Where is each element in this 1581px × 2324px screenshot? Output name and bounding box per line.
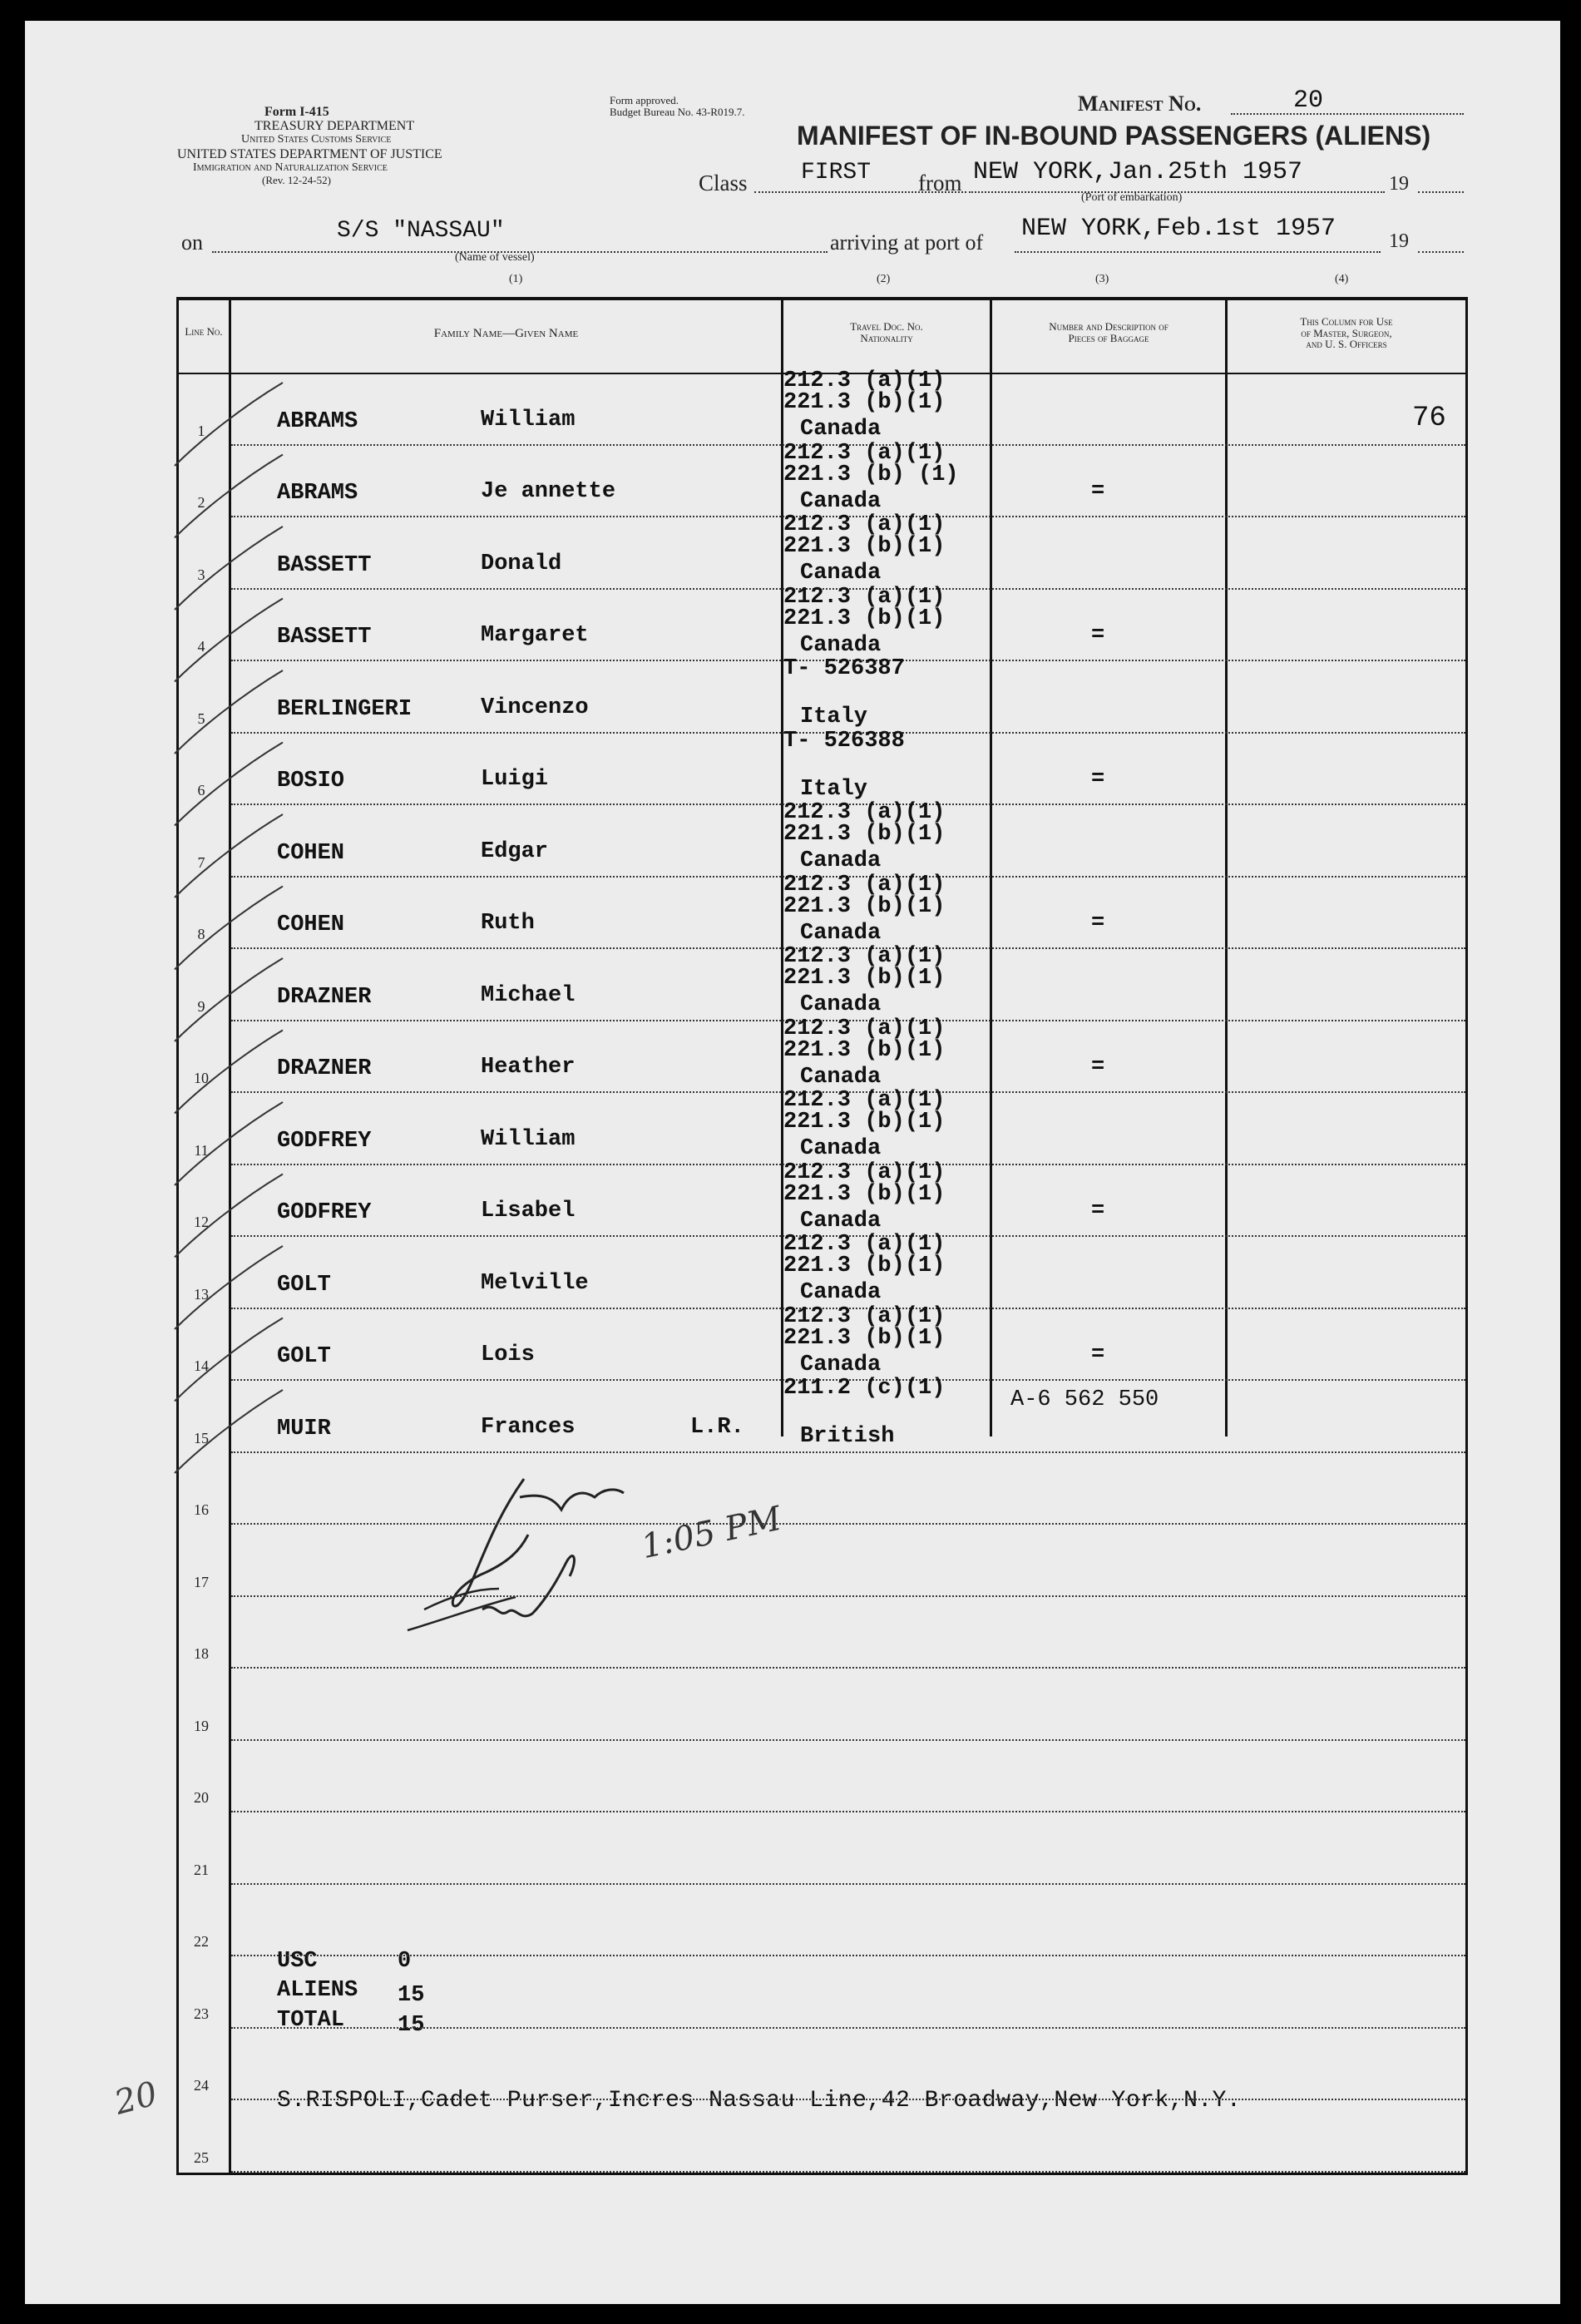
check-mark-icon	[175, 527, 283, 610]
line-number: 4	[197, 638, 205, 655]
column-number-4: (4)	[1335, 273, 1349, 285]
baggage: =	[1091, 1199, 1105, 1224]
travel-doc-line-1: 212.3 (a)(1)	[783, 1303, 946, 1329]
line-number: 12	[194, 1214, 209, 1230]
form-number: Form I-415	[264, 105, 329, 119]
line-number: 13	[194, 1285, 209, 1303]
port-of-arrival-value: NEW YORK,Feb.1st 1957	[1021, 215, 1336, 243]
port-of-embarkation-caption: (Port of embarkation)	[1081, 191, 1183, 204]
manifest-title: MANIFEST OF IN-BOUND PASSENGERS (ALIENS)	[797, 121, 1431, 151]
check-mark-icon	[175, 599, 283, 682]
check-mark-icon	[175, 1246, 283, 1329]
form-approved: Form approved.	[610, 94, 679, 106]
line-number: 6	[197, 782, 205, 799]
baggage: =	[1091, 767, 1105, 792]
ins-service: Immigration and Naturalization Service	[193, 161, 388, 174]
row-rule	[231, 2099, 1465, 2100]
total-value: 15	[398, 2013, 425, 2038]
row-rule	[231, 2027, 1465, 2029]
travel-doc-line-1: T- 526387	[783, 656, 905, 681]
form-revision: (Rev. 12-24-52)	[262, 174, 331, 186]
travel-doc-line-2: 221.3 (b) (1)	[783, 462, 959, 487]
travel-doc-line-2: 221.3 (b)(1)	[783, 1110, 946, 1135]
line-no-heading: Line No.	[185, 325, 223, 338]
line-number: 11	[194, 1141, 209, 1159]
travel-doc-line-2: 221.3 (b)(1)	[783, 1325, 946, 1351]
travel-doc-line-1: 212.3 (a)(1)	[783, 944, 946, 969]
line-number: 3	[197, 566, 205, 583]
baggage: =	[1091, 1342, 1105, 1367]
check-mark-icon	[175, 958, 283, 1041]
line-number: 15	[194, 1429, 209, 1446]
check-mark-icon	[175, 1102, 283, 1185]
family-name: ABRAMS	[277, 408, 358, 434]
line-number: 2	[197, 494, 205, 511]
family-name: ABRAMS	[277, 481, 358, 506]
baggage: =	[1091, 1055, 1105, 1080]
row-rule	[231, 1451, 1465, 1453]
budget-bureau-number: Budget Bureau No. 43-R019.7.	[610, 106, 745, 118]
travel-doc-line-1: T- 526388	[783, 728, 905, 754]
port-of-embarkation-value: NEW YORK,Jan.25th 1957	[973, 158, 1303, 186]
manifest-no-value: 20	[1293, 87, 1324, 115]
travel-doc-line-1: 212.3 (a)(1)	[783, 1088, 946, 1113]
handwritten-signature	[374, 1464, 807, 1655]
travel-doc-line-2: 221.3 (b)(1)	[783, 1037, 946, 1063]
check-mark-icon	[175, 1318, 283, 1402]
baggage-label-2: Pieces of Baggage	[1068, 331, 1149, 344]
line-number: 5	[197, 710, 205, 727]
travel-doc-line-2: 221.3 (b)(1)	[783, 966, 946, 991]
line-number: 14	[194, 1357, 209, 1374]
year-prefix-2: 19	[1389, 230, 1409, 252]
travel-doc-line-2: 221.3 (b)(1)	[783, 893, 946, 919]
line-number: 23	[194, 2005, 209, 2022]
total-label: TOTAL	[277, 2008, 345, 2033]
given-name: Ruth	[481, 911, 535, 936]
nationality: Canada	[800, 632, 882, 658]
row-rule	[231, 1955, 1465, 1956]
travel-doc-line-2: 221.3 (b)(1)	[783, 534, 946, 559]
given-name: William	[481, 1126, 576, 1152]
baggage: =	[1091, 911, 1105, 936]
nationality: Canada	[800, 1208, 882, 1234]
given-name: William	[481, 407, 576, 433]
purser-line: S.RISPOLI,Cadet Purser,Incres Nassau Line,42 Broadway,New York,N.Y.	[277, 2088, 1242, 2114]
family-name: DRAZNER	[277, 984, 372, 1010]
column-number-1: (1)	[509, 273, 523, 285]
line-number: 8	[197, 926, 205, 942]
travel-doc-line-1: 212.3 (a)(1)	[783, 872, 946, 897]
line-number: 9	[197, 997, 205, 1015]
total-label: USC	[277, 1949, 318, 1974]
family-name: GODFREY	[277, 1200, 372, 1225]
check-mark-icon	[175, 743, 283, 826]
family-given-name-heading: Family Name—Given Name	[433, 327, 579, 340]
family-name: BOSIO	[277, 769, 345, 794]
officers-label-3: and U. S. Officers	[1306, 338, 1387, 351]
row-rule	[231, 1883, 1465, 1885]
nationality: Canada	[800, 920, 882, 946]
officers-label-1: This Column for Use	[1300, 315, 1393, 328]
baggage: A-6 562 550	[1010, 1387, 1159, 1412]
nationality: Canada	[800, 561, 882, 586]
customs-service: United States Customs Service	[241, 133, 392, 146]
family-name: GOLT	[277, 1272, 331, 1298]
given-name: Je annette	[481, 479, 616, 504]
vessel-name-value: S/S "NASSAU"	[337, 218, 505, 244]
on-label: on	[181, 230, 203, 255]
travel-doc-line-2: 221.3 (b)(1)	[783, 822, 946, 847]
row-rule	[231, 1811, 1465, 1812]
family-name: COHEN	[277, 912, 345, 937]
check-mark-icon	[175, 1031, 283, 1114]
line-number: 18	[194, 1645, 209, 1662]
treasury-department: TREASURY DEPARTMENT	[254, 119, 415, 133]
given-name: Donald	[481, 551, 562, 576]
nationality: Canada	[800, 1136, 882, 1161]
check-mark-icon	[175, 670, 283, 754]
line-number: 10	[194, 1070, 209, 1086]
travel-doc-line-1: 212.3 (a)(1)	[783, 368, 946, 393]
family-name: GOLT	[277, 1344, 331, 1369]
line-number: 20	[194, 1789, 209, 1806]
nationality: Canada	[800, 848, 882, 873]
given-name: Vincenzo	[481, 695, 589, 720]
officers-label-2: of Master, Surgeon,	[1301, 326, 1392, 339]
nationality: Italy	[800, 705, 868, 729]
line-number: 17	[194, 1573, 209, 1590]
travel-doc-line-1: 212.3 (a)(1)	[783, 800, 946, 825]
nationality: Italy	[800, 776, 868, 802]
travel-doc-line-2: 221.3 (b)(1)	[783, 390, 946, 415]
baggage: =	[1091, 479, 1105, 504]
year-prefix: 19	[1389, 173, 1409, 195]
nationality: Canada	[800, 417, 882, 442]
column-number-2: (2)	[877, 273, 891, 285]
travel-doc-line-1: 212.3 (a)(1)	[783, 1160, 946, 1185]
check-marks	[150, 358, 366, 1522]
line-number: 25	[194, 2148, 209, 2166]
travel-doc-line-2: 221.3 (b)(1)	[783, 1253, 946, 1278]
baggage-label-1: Number and Description of	[1049, 320, 1168, 333]
check-mark-icon	[175, 1390, 283, 1473]
travel-doc-line-1: 212.3 (a)(1)	[783, 584, 946, 610]
arriving-label: arriving at port of	[830, 230, 984, 255]
nationality: Canada	[800, 488, 882, 514]
check-mark-icon	[175, 887, 283, 970]
family-name: MUIR	[277, 1416, 331, 1441]
row-rule	[231, 1739, 1465, 1741]
line-number: 21	[194, 1861, 209, 1878]
given-name: Luigi	[481, 767, 549, 792]
officers-heading	[1228, 316, 1465, 350]
check-mark-icon	[175, 455, 283, 538]
class-label: Class	[699, 171, 748, 195]
total-value: 0	[398, 1949, 412, 1974]
officer-mark: 76	[1412, 402, 1446, 434]
travel-doc-line-1: 212.3 (a)(1)	[783, 1016, 946, 1041]
check-mark-icon	[175, 383, 283, 466]
row-rule	[231, 1595, 1465, 1597]
nationality: Canada	[800, 1064, 882, 1090]
nationality: Canada	[800, 1352, 882, 1377]
total-label: ALIENS	[277, 1978, 358, 2003]
given-name: Lisabel	[481, 1199, 576, 1224]
check-mark-icon	[175, 814, 283, 897]
nationality: Canada	[800, 992, 882, 1017]
line-number: 7	[197, 853, 205, 871]
travel-doc-label: Travel Doc. No.	[850, 320, 923, 333]
travel-doc-line-2: 221.3 (b)(1)	[783, 606, 946, 631]
given-name: Lois	[481, 1342, 535, 1367]
family-name: BASSETT	[277, 552, 372, 578]
given-name: Frances	[481, 1414, 576, 1440]
family-name: BASSETT	[277, 625, 372, 650]
department-of-justice: UNITED STATES DEPARTMENT OF JUSTICE	[177, 147, 442, 161]
class-value: FIRST	[801, 160, 872, 185]
given-name: Edgar	[481, 838, 549, 864]
given-name: Melville	[481, 1270, 589, 1296]
travel-doc-line-1: 212.3 (a)(1)	[783, 440, 946, 466]
baggage: =	[1091, 623, 1105, 648]
row-rule	[231, 2171, 1465, 2173]
travel-doc-line-1: 212.3 (a)(1)	[783, 1232, 946, 1257]
line-number: 1	[197, 422, 205, 439]
column-number-3: (3)	[1095, 273, 1109, 285]
nationality: British	[800, 1424, 895, 1449]
nationality: Canada	[800, 1280, 882, 1305]
given-name: Margaret	[481, 623, 589, 648]
margin-page-number: 20	[110, 2074, 161, 2123]
row-rule	[231, 1667, 1465, 1669]
name-annotation: L.R.	[690, 1414, 744, 1440]
line-number: 16	[194, 1501, 209, 1518]
family-name: GODFREY	[277, 1128, 372, 1154]
from-label: from	[918, 171, 962, 195]
line-number: 22	[194, 1933, 209, 1950]
check-mark-icon	[175, 1174, 283, 1258]
travel-doc-line-1: 212.3 (a)(1)	[783, 512, 946, 537]
line-number: 19	[194, 1717, 209, 1734]
family-name: DRAZNER	[277, 1056, 372, 1081]
given-name: Heather	[481, 1055, 576, 1080]
vessel-name-caption: (Name of vessel)	[455, 251, 535, 264]
travel-doc-line-1: 211.2 (c)(1)	[783, 1376, 946, 1401]
travel-doc-line-2: 221.3 (b)(1)	[783, 1181, 946, 1207]
family-name: BERLINGERI	[277, 696, 413, 722]
travel-doc-heading	[783, 321, 990, 344]
baggage-heading	[992, 321, 1225, 344]
given-name: Michael	[481, 982, 576, 1008]
line-number: 24	[194, 2077, 209, 2094]
total-value: 15	[398, 1983, 425, 2008]
row-rule	[231, 1523, 1465, 1525]
handwritten-time: 1:05 PM	[638, 1499, 785, 1567]
manifest-no-label: Manifest No.	[1078, 91, 1202, 116]
nationality-label: Nationality	[860, 331, 913, 344]
family-name: COHEN	[277, 840, 345, 866]
